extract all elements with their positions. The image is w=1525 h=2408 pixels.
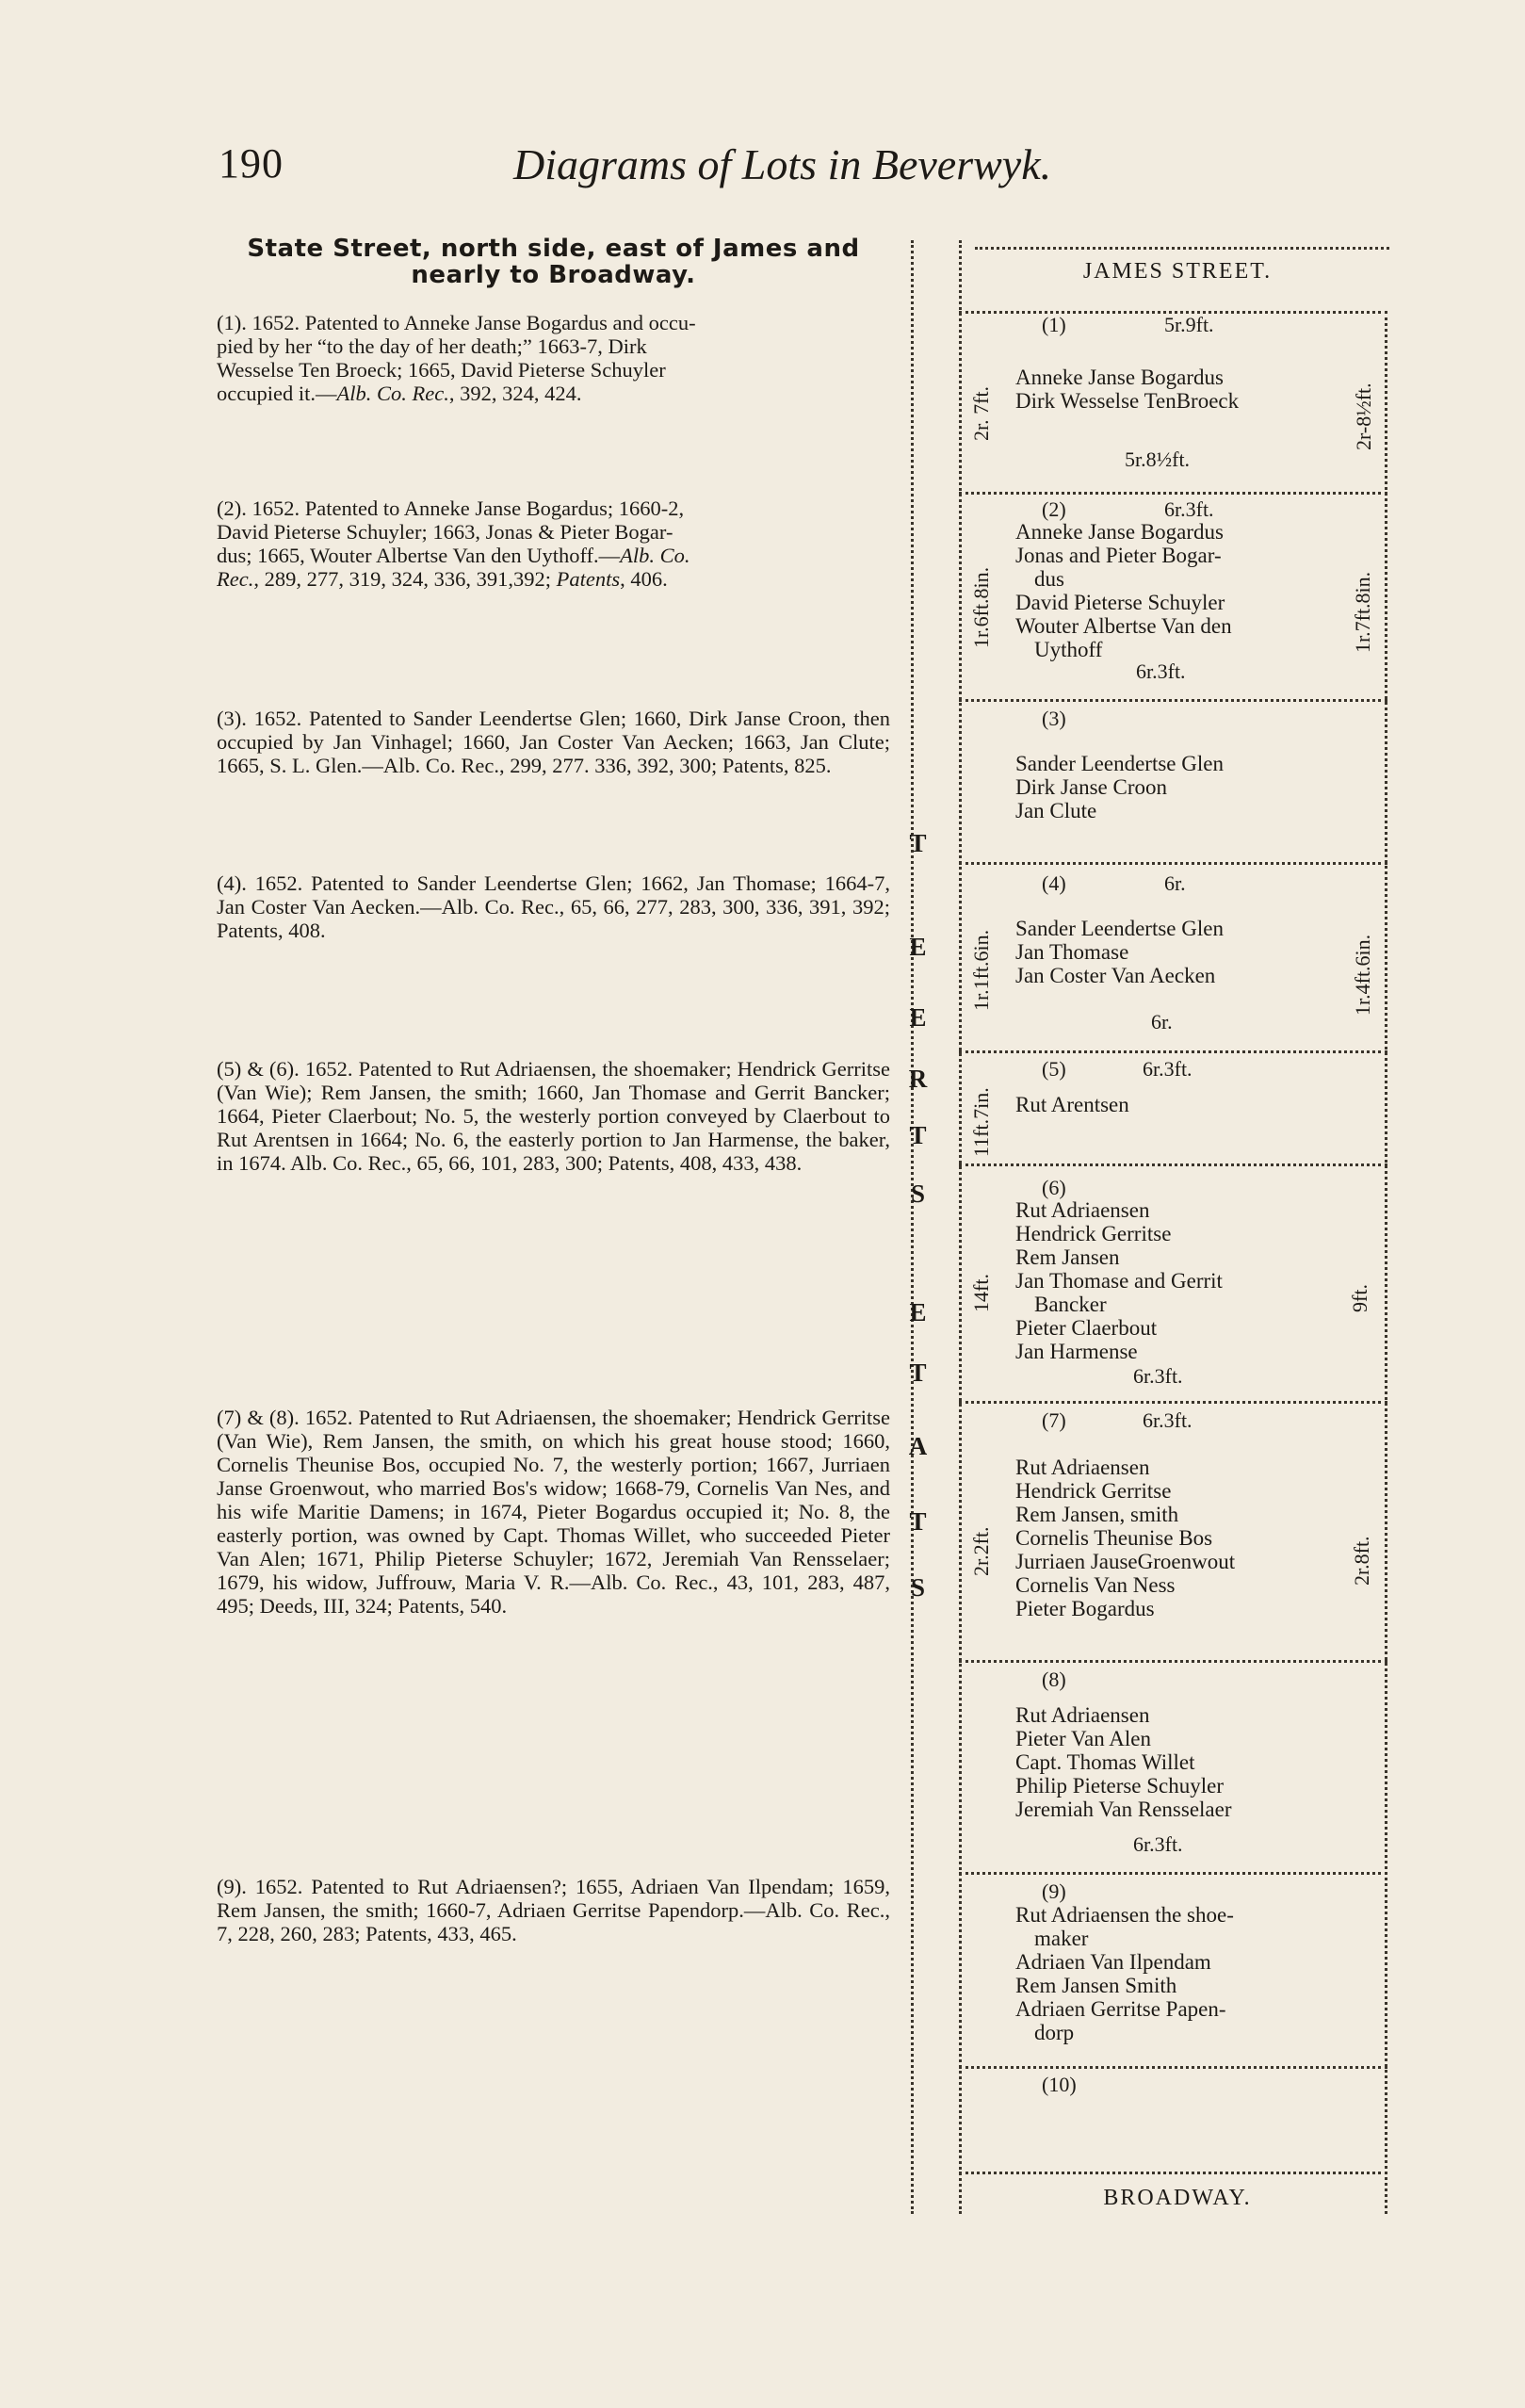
street-letter: S [910,1573,927,1602]
lot-west-line [959,240,962,2214]
owner-name: Anneke Janse Bogardus [1015,520,1225,544]
lot-west-measure: 1r.1ft.6in. [969,929,993,1011]
lot-number: (1) [1042,313,1066,336]
owner-name: Philip Pieterse Schuyler [1015,1774,1225,1798]
lot-front-measure: 5r.9ft. [1164,313,1214,336]
street-letter: A [908,1432,929,1460]
owner-name: Pieter Van Alen [1015,1727,1151,1750]
street-letter: T [909,1359,928,1387]
street-letter: T [909,1507,928,1536]
owner-name: Dirk Janse Croon [1015,775,1167,799]
owner-name: Dirk Wesselse TenBroeck [1015,389,1240,413]
entry-lot-2 [217,496,890,591]
lot-owners [1015,1703,1232,1821]
entry-text: pied by her “to the day of her death;” 1663-7, Dirk [217,334,647,358]
entry-text: David Pieterse Schuyler; 1663, Jonas & Pieter Bogar- [217,520,673,544]
entry-lots-5-6: (5) & (6). 1652. Patented to Rut Adriaensen, the shoemaker; Hendrick Gerritse (Van Wie); Rem Jansen, the smith; 1660, Jan Thomase and Gerrit Bancker; 1664, Pieter Claerbout; No. 5, the westerly portion conveyed by Claerbout to Rut Arentsen in 1664; No. 6, the easterly portion to Jan Harmense, the baker, in 1674. Alb. Co. Rec., 65, 66, 101, 283, 300; Patents, 408, 433, 438. [217,1057,890,1175]
entry-lots-7-8: (7) & (8). 1652. Patented to Rut Adriaensen, the shoemaker; Hendrick Gerritse (Van Wie), Rem Jansen, the smith, on which his great house stood; 1660, Cornelis Theunise Bos, occupied No. 7, the westerly portion; 1667, Jurriaen Janse Groenwout, who married Bos's widow; 1668-79, Cornelis Van Nes, and his wife Maritie Damens; in 1674, Pieter Bogardus occupied it; No. 8, the easterly portion, was owned by Capt. Thomas Willet, who succeeded Pieter Van Alen; 1671, Philip Pieterse Schuyler; 1672, Jeremiah Van Rensselaer; 1679, his widow, Juffrouw, Maria V. R.—Alb. Co. Rec., 43, 101, 283, 487, 495; Deeds, III, 324; Patents, 540. [217,1406,890,1618]
owner-name: Jeremiah Van Rensselaer [1015,1798,1232,1821]
owner-name: Jan Clute [1015,799,1097,822]
owner-name: Jan Coster Van Aecken [1015,964,1216,987]
owner-name: Hendrick Gerritse [1015,1479,1172,1503]
owner-name: Adriaen Gerritse Papen- [1015,1997,1226,2021]
lot-owners [1015,1456,1235,1620]
lot-front-measure: 6r.3ft. [1164,497,1214,521]
owner-name: Rem Jansen, smith [1015,1503,1179,1526]
lot-rear-measure: 6r.3ft. [1136,659,1186,683]
street-letter: R [908,1065,929,1093]
owner-name: Capt. Thomas Willet [1015,1750,1195,1774]
lot-number: (6) [1042,1176,1066,1199]
lot-number: (5) [1042,1057,1066,1081]
entry-lot-3: (3). 1652. Patented to Sander Leendertse Glen; 1660, Dirk Janse Croon, then occupied by Jan Vinhagel; 1660, Jan Coster Van Aecken; 1663, Jan Clute; 1665, S. L. Glen.—Alb. Co. Rec., 299, 277. 336, 392, 300; Patents, 825. [217,707,890,777]
lot-boundary [959,1872,1387,1875]
lot-boundary [959,1660,1387,1663]
lot-owners [1015,1903,1234,2044]
street-letter: E [909,1003,928,1032]
lot-boundary [959,2066,1387,2069]
owner-name: Jan Thomase and Gerrit [1015,1269,1223,1293]
lot-rear-measure: 6r.3ft. [1133,1832,1183,1856]
owner-name: Adriaen Van Ilpendam [1015,1950,1211,1974]
lot-boundary [959,1163,1387,1166]
entry-lot-1 [217,311,890,405]
entry-text: dus; 1665, Wouter Albertse Van den Uythoff.— [217,544,621,567]
lot-owners [1015,1093,1129,1116]
owner-name: dorp [1034,2021,1075,2044]
lot-west-measure: 11ft.7in. [969,1087,993,1157]
owner-name: Rut Adriaensen [1015,1198,1150,1222]
owner-name: Jan Thomase [1015,940,1129,964]
owner-name: Sander Leendertse Glen [1015,917,1224,940]
owner-name: Pieter Bogardus [1015,1597,1155,1620]
lot-number: (8) [1042,1668,1066,1691]
owner-name: Bancker [1034,1293,1107,1316]
owner-name: Rem Jansen [1015,1245,1120,1269]
lot-east-measure: 2r.8ft. [1350,1536,1373,1586]
citation: Patents [556,567,621,591]
lot-number: (9) [1042,1879,1066,1903]
street-letter: T [909,829,928,857]
owner-name: Sander Leendertse Glen [1015,752,1224,775]
citation: Alb. Co. [620,544,690,567]
lot-east-line [1385,311,1387,2214]
owner-name: Hendrick Gerritse [1015,1222,1172,1245]
street-letter: T [909,1121,928,1149]
owner-name: Uythoff [1034,638,1103,661]
lot-boundary [959,862,1387,865]
lot-number: (3) [1042,707,1066,730]
entry-lot-4: (4). 1652. Patented to Sander Leendertse Glen; 1662, Jan Thomase; 1664-7, Jan Coster Van Aecken.—Alb. Co. Rec., 65, 66, 277, 283, 300, 336, 391, 392; Patents, 408. [217,871,890,942]
lot-number: (7) [1042,1408,1066,1432]
lot-boundary [959,1050,1387,1053]
owner-name: maker [1034,1927,1089,1950]
lot-owners [1015,917,1224,987]
lot-west-measure: 14ft. [969,1274,993,1312]
owner-name: Rut Adriaensen [1015,1456,1150,1479]
lot-boundary [959,2172,1387,2174]
broadway-label: BROADWAY. [1103,2186,1252,2210]
lot-rear-measure: 5r.8½ft. [1125,447,1191,471]
running-title: Diagrams of Lots in Beverwyk. [513,140,1052,188]
section-heading-line: nearly to Broadway. [411,261,696,289]
lot-owners [1015,1198,1223,1363]
lot-owners [1015,366,1239,413]
street-letter: S [910,1180,927,1208]
lot-front-measure: 6r.3ft. [1143,1408,1192,1432]
lot-west-measure: 2r.2ft. [969,1526,993,1576]
street-letter: E [909,1298,928,1326]
page-number: 190 [219,140,284,187]
owner-name: Pieter Claerbout [1015,1316,1158,1340]
lot-west-measure: 1r.6ft.8in. [969,566,993,648]
lot-rear-measure: 6r.3ft. [1133,1364,1183,1388]
lot-front-measure: 6r.3ft. [1143,1057,1192,1081]
owner-name: Anneke Janse Bogardus [1015,366,1225,389]
section-heading [217,236,890,288]
lot-east-measure: 1r.7ft.8in. [1351,571,1374,653]
owner-name: Rut Adriaensen [1015,1703,1150,1727]
citation: Alb. Co. Rec. [336,382,449,405]
lot-rear-measure: 6r. [1151,1010,1173,1033]
owner-name: Jonas and Pieter Bogar- [1015,544,1222,567]
entry-lot-9: (9). 1652. Patented to Rut Adriaensen?; 1655, Adriaen Van Ilpendam; 1659, Rem Jansen, the smith; 1660-7, Adriaen Gerritse Papendorp.—Alb. Co. Rec., 7, 228, 260, 283; Patents, 433, 465. [217,1875,890,1945]
entry-text: Wesselse Ten Broeck; 1665, David Pieterse Schuyler [217,358,666,382]
owner-name: Cornelis Theunise Bos [1015,1526,1213,1550]
citation: Rec. [217,567,254,591]
owner-name: Wouter Albertse Van den [1015,614,1232,638]
street-letter: E [909,933,928,961]
entry-text: (1). 1652. Patented to Anneke Janse Bogardus and occu- [217,311,696,334]
james-street-label: JAMES STREET. [1082,259,1273,284]
street-edge-line [911,240,914,2214]
entry-text: , 392, 324, 424. [448,382,582,405]
owner-name: Jan Harmense [1015,1340,1138,1363]
owner-name: David Pieterse Schuyler [1015,591,1225,614]
lot-number: (2) [1042,497,1066,521]
owner-name: Rut Arentsen [1015,1093,1129,1116]
entry-text: , 406. [620,567,668,591]
entry-text: (2). 1652. Patented to Anneke Janse Bogardus; 1660-2, [217,496,685,520]
lot-west-measure: 2r. 7ft. [969,385,993,441]
lot-boundary [959,699,1387,702]
owner-name: Jurriaen JauseGroenwout [1015,1550,1236,1573]
lot-owners [1015,752,1224,822]
lot-boundary [959,492,1387,495]
owner-name: Rut Adriaensen the shoe- [1015,1903,1234,1927]
lot-boundary [959,1401,1387,1404]
entry-text: , 289, 277, 319, 324, 336, 391,392; [253,567,557,591]
owner-name: dus [1034,567,1064,591]
lot-east-measure: 1r.4ft.6in. [1351,934,1374,1016]
entry-text: occupied it.— [217,382,337,405]
owner-name: Rem Jansen Smith [1015,1974,1177,1997]
lot-front-measure: 6r. [1164,871,1186,895]
section-heading-line: State Street, north side, east of James and [247,235,860,263]
lot-owners [1015,520,1232,661]
lot-east-measure: 9ft. [1348,1284,1371,1312]
owner-name: Cornelis Van Ness [1015,1573,1176,1597]
lot-east-measure: 2r-8½ft. [1352,382,1375,450]
lot-number: (4) [1042,871,1066,895]
james-street-top-line [975,247,1389,250]
lot-number: (10) [1042,2073,1077,2096]
